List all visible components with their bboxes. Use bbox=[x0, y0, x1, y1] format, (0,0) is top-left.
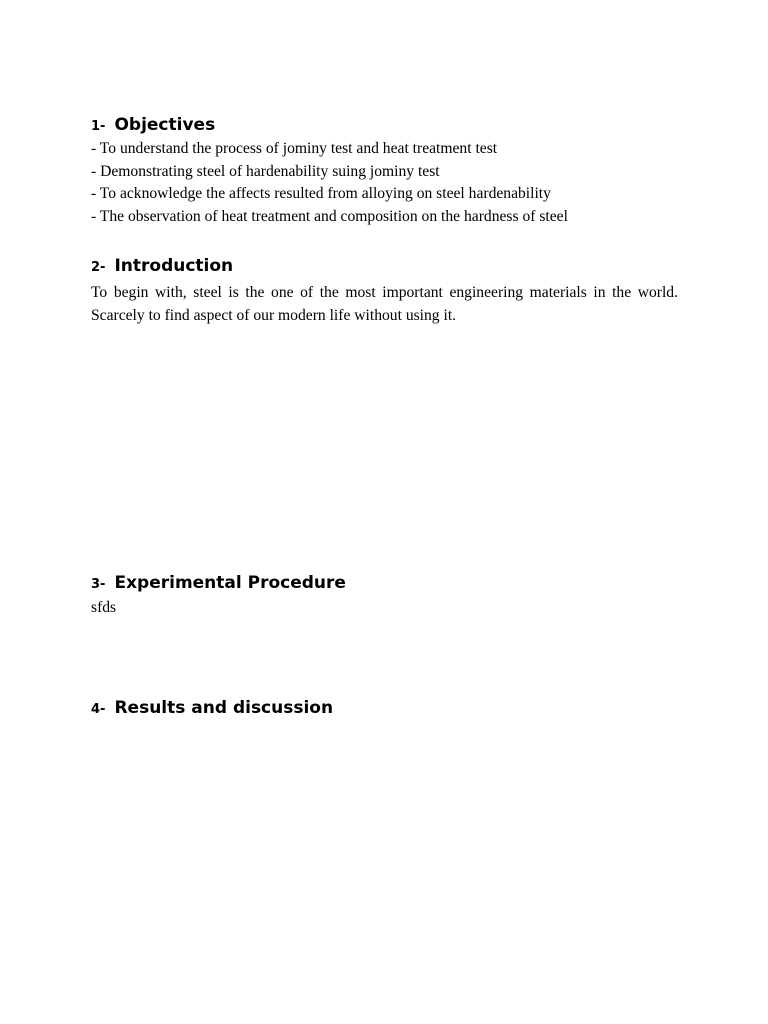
objectives-list bbox=[91, 138, 568, 228]
section-heading-introduction bbox=[91, 255, 233, 279]
section-number: 4- bbox=[91, 702, 106, 717]
introduction-paragraph: To begin with, steel is the one of the most important engineering materials in the world. Scarcely to find aspect of our modern life without using it. bbox=[91, 284, 678, 324]
experimental-procedure-paragraph: sfds bbox=[91, 599, 117, 616]
section-title: Experimental Procedure bbox=[114, 573, 346, 593]
list-item: - Demonstrating steel of hardenability suing jominy test bbox=[91, 162, 440, 180]
section-title: Introduction bbox=[114, 256, 234, 276]
section-heading-objectives bbox=[91, 114, 215, 138]
section-number: 1- bbox=[91, 119, 106, 134]
list-item: - To understand the process of jominy test and heat treatment test bbox=[91, 140, 498, 157]
section-number: 2- bbox=[91, 260, 106, 275]
list-item: - To acknowledge the affects resulted from alloying on steel hardenability bbox=[91, 185, 551, 202]
section-heading-experimental-procedure bbox=[91, 572, 346, 596]
section-title: Objectives bbox=[114, 115, 216, 135]
list-item: - The observation of heat treatment and composition on the hardness of steel bbox=[91, 207, 568, 225]
section-heading-results-discussion bbox=[91, 697, 333, 721]
section-title: Results and discussion bbox=[114, 698, 334, 718]
section-number: 3- bbox=[91, 577, 106, 592]
